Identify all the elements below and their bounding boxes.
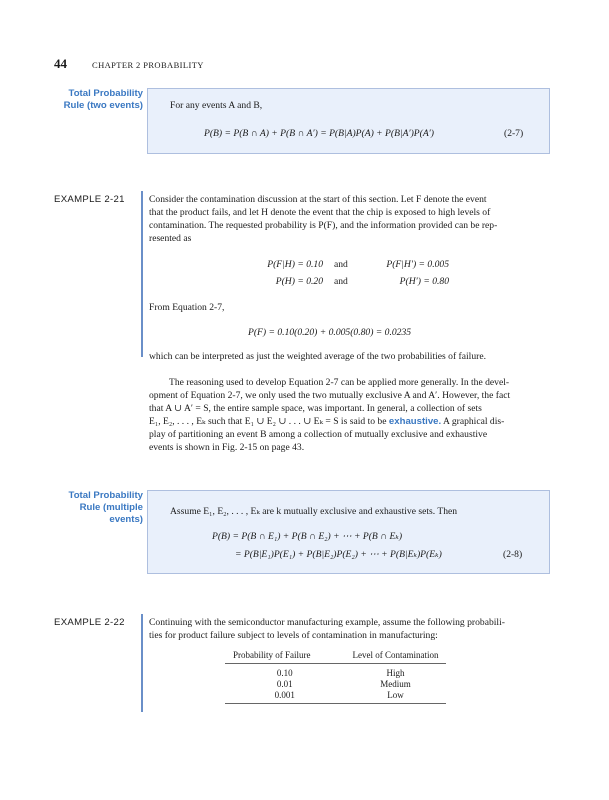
example1-label: EXAMPLE 2-21 xyxy=(54,194,125,205)
rule2-box xyxy=(147,490,550,574)
table-header-failure: Probability of Failure xyxy=(225,650,345,664)
given-left-2: P(H) = 0.20 xyxy=(275,276,323,287)
example1-result: P(F) = 0.10(0.20) + 0.005(0.80) = 0.0235 xyxy=(248,327,412,338)
example1-paragraph: Consider the contamination discussion at the start of this section. Let F denote the event that the product fails, and let H denote the event that the chip is exposed to high levels of contamination. The requested probability is P(F), and the information provided can be rep- resented as xyxy=(149,194,498,244)
table-row: 0.01 Medium xyxy=(276,679,411,689)
contamination-table xyxy=(225,650,446,704)
given-left-1: P(F|H) = 0.10 xyxy=(267,259,323,270)
from-equation: From Equation 2-7, xyxy=(149,302,225,313)
rule1-box xyxy=(147,88,550,154)
example2-label: EXAMPLE 2-22 xyxy=(54,617,125,628)
table-header-level: Level of Contamination xyxy=(345,650,447,664)
table-row: 0.10 High xyxy=(276,668,405,678)
chapter-title: CHAPTER 2 PROBABILITY xyxy=(92,60,204,70)
table-row: 0.001 Low xyxy=(225,690,446,704)
page-number: 44 xyxy=(54,56,67,71)
general-paragraph: The reasoning used to develop Equation 2-7 can be applied more generally. In the devel- opment of Equation 2-7, we only used the two mutually exclusive A and A′. However, the fact that A ∪ A′ = S, the entire sample space, was important. In general, a collection of sets E₁, E₂, . . . , Eₖ such that E₁ ∪ E₂ ∪ . . . ∪ Eₖ = S is said to be exhaustive. A graphical dis- play of partitioning an event B among a collection of mutually exclusive and exhaustive events is shown in Fig. 2-15 on page 43. xyxy=(149,377,511,453)
rule1-equation: P(B) = P(B ∩ A) + P(B ∩ A′) = P(B|A)P(A) + P(B|A′)P(A′) xyxy=(204,128,434,139)
given-right-2: P(H′) = 0.80 xyxy=(399,276,449,287)
exhaustive-keyword: exhaustive. xyxy=(388,416,442,427)
given-right-1: P(F|H′) = 0.005 xyxy=(386,259,449,270)
rule2-eq-number: (2-8) xyxy=(503,549,523,560)
rule2-label: Total Probability Rule (multiple events) xyxy=(68,490,143,525)
rule2-line1: P(B) = P(B ∩ E₁) + P(B ∩ E₂) + ⋯ + P(B ∩ Eₖ) xyxy=(212,531,403,542)
given-and-2: and xyxy=(334,276,348,287)
rule1-intro: For any events A and B, xyxy=(170,100,263,111)
example1-conclusion: which can be interpreted as just the weighted average of the two probabilities of failure. xyxy=(149,351,486,362)
rule2-line2: = P(B|E₁)P(E₁) + P(B|E₂)P(E₂) + ⋯ + P(B|Eₖ)P(Eₖ) xyxy=(235,549,442,560)
example2-paragraph: Continuing with the semiconductor manufacturing example, assume the following probabili- ties for product failure subject to levels of contamination in manufacturing: xyxy=(149,617,505,641)
given-and-1: and xyxy=(334,259,348,270)
rule1-eq-number: (2-7) xyxy=(504,128,524,139)
rule2-intro: Assume E₁, E₂, . . . , Eₖ are k mutually exclusive and exhaustive sets. Then xyxy=(170,506,458,517)
example2-rule xyxy=(141,614,143,712)
rule1-label: Total Probability Rule (two events) xyxy=(63,88,143,111)
example1-rule xyxy=(141,191,143,357)
